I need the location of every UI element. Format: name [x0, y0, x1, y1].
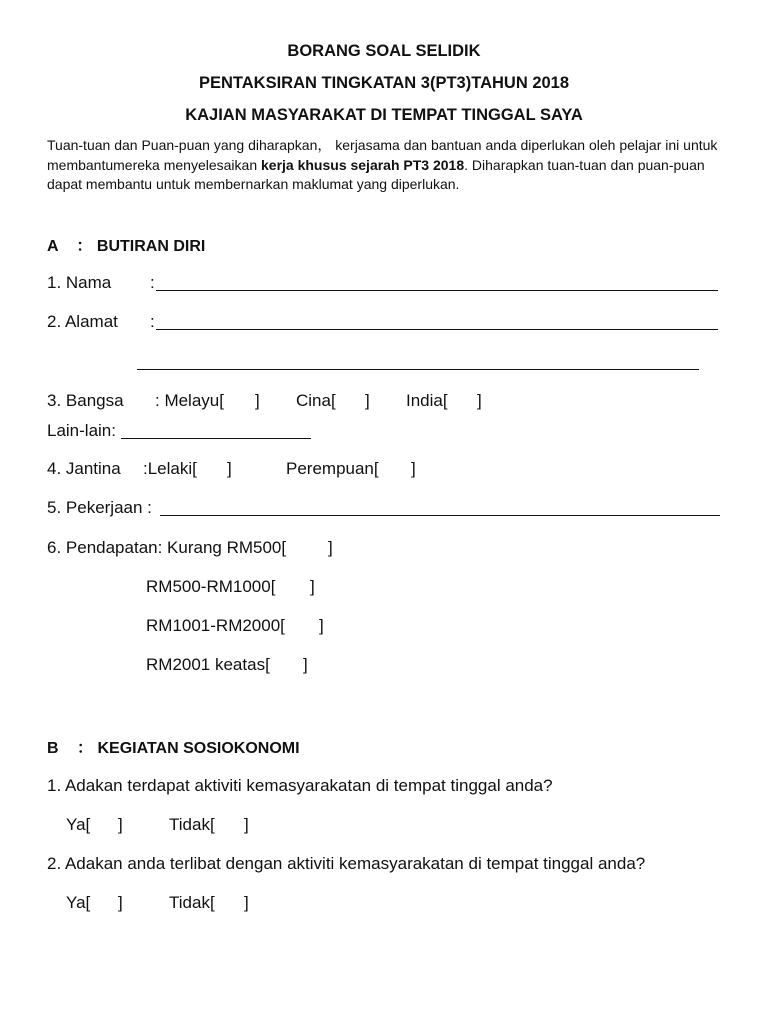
- section-a-title: BUTIRAN DIRI: [96, 238, 206, 255]
- bracket-b2-ya-close: ]: [118, 893, 123, 912]
- colon-alamat: :: [150, 312, 155, 331]
- option-cina[interactable]: Cina[: [296, 391, 336, 410]
- intro-bold-text: kerja khusus sejarah PT3 2018: [261, 156, 465, 173]
- label-nama: 1. Nama: [47, 273, 112, 292]
- label-bangsa: 3. Bangsa: [47, 391, 124, 410]
- bracket-perempuan-close: ]: [411, 459, 416, 478]
- bracket-india-close: ]: [477, 391, 482, 410]
- option-b2-ya[interactable]: Ya[: [66, 893, 91, 912]
- section-a-colon: ：: [76, 238, 93, 255]
- intro-paragraph: [47, 136, 737, 195]
- option-perempuan[interactable]: Perempuan[: [286, 459, 379, 478]
- bracket-lelaki-close: ]: [227, 459, 232, 478]
- lain-lain-input-line[interactable]: [121, 438, 311, 439]
- option-india[interactable]: India[: [406, 391, 448, 410]
- option-b1-ya[interactable]: Ya[: [66, 815, 91, 834]
- option-b1-tidak[interactable]: Tidak[: [169, 815, 215, 834]
- option-rm500-rm1000[interactable]: RM500-RM1000[: [146, 577, 276, 596]
- alamat-input-line-1[interactable]: [156, 329, 718, 330]
- option-rm1001-rm2000[interactable]: RM1001-RM2000[: [146, 616, 285, 635]
- label-lain-lain: Lain-lain:: [47, 421, 116, 440]
- form-subtitle: PENTAKSIRAN TINGKATAN 3(PT3)TAHUN 2018: [198, 74, 570, 92]
- option-lelaki[interactable]: :Lelaki[: [143, 459, 197, 478]
- bracket-opt1-close: ]: [310, 577, 315, 596]
- label-pendapatan[interactable]: 6. Pendapatan: Kurang RM500[: [47, 538, 287, 557]
- bracket-opt2-close: ]: [319, 616, 324, 635]
- section-b-colon: ：: [77, 740, 94, 757]
- section-a-letter: A: [47, 238, 58, 255]
- section-b-letter: B: [47, 740, 59, 757]
- nama-input-line[interactable]: [156, 290, 718, 291]
- pekerjaan-input-line[interactable]: [160, 515, 720, 516]
- form-title: BORANG SOAL SELIDIK: [287, 42, 481, 60]
- alamat-input-line-2[interactable]: [137, 369, 699, 370]
- bracket-b1-tidak-close: ]: [244, 815, 249, 834]
- option-rm2001-keatas[interactable]: RM2001 keatas[: [146, 655, 270, 674]
- option-b2-tidak[interactable]: Tidak[: [169, 893, 215, 912]
- bracket-cina-close: ]: [365, 391, 370, 410]
- section-b-title: KEGIATAN SOSIOKONOMI: [97, 740, 300, 757]
- section-b-heading: [47, 735, 300, 758]
- intro-text-1: Tuan-tuan dan Puan-puan yang diharapkan， kerjasama dan bantuan anda diperlukan oleh pelajar ini untuk membantumereka menyelesaikan: [47, 137, 718, 173]
- bracket-melayu-close: ]: [255, 391, 260, 410]
- intro-text-2: . Diharapkan tuan-tuan dan puan-puan dapat membantu untuk membernarkan maklumat yang diperlukan.: [47, 156, 705, 192]
- option-melayu[interactable]: : Melayu[: [155, 391, 224, 410]
- bracket-b2-tidak-close: ]: [244, 893, 249, 912]
- label-alamat: 2. Alamat: [47, 312, 118, 331]
- question-b2: 2. Adakan anda terlibat dengan aktiviti kemasyarakatan di tempat tinggal anda?: [47, 854, 646, 873]
- label-pekerjaan: 5. Pekerjaan :: [47, 498, 152, 517]
- label-jantina: 4. Jantina: [47, 459, 121, 478]
- bracket-b1-ya-close: ]: [118, 815, 123, 834]
- bracket-pendapatan-close: ]: [328, 538, 333, 557]
- question-b1: 1. Adakan terdapat aktiviti kemasyarakatan di tempat tinggal anda?: [47, 776, 553, 795]
- section-a-heading: [47, 233, 205, 256]
- form-topic: KAJIAN MASYARAKAT DI TEMPAT TINGGAL SAYA: [185, 106, 583, 124]
- bracket-opt3-close: ]: [303, 655, 308, 674]
- colon-nama: :: [150, 273, 155, 292]
